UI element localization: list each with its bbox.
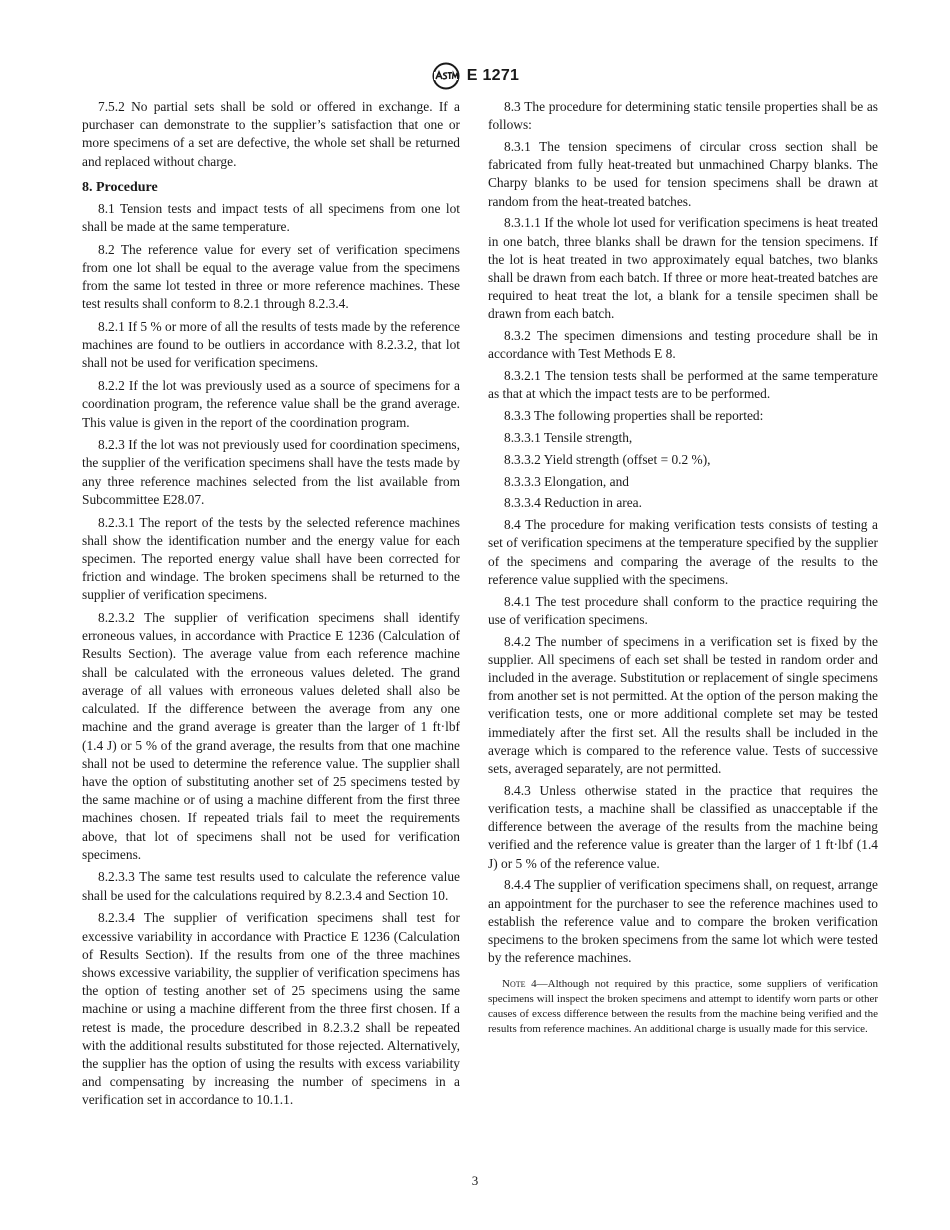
paragraph: 8.2.3.4 The supplier of verification specimens shall test for excessive variability in accordance with Practice E 1236 (Calculation of Results Section). If the results from one of the three machines shows excessive variability, the supplier of verification specimens has the option of testing another set of 25 specimens using the same machine or using a machine different from the three first chosen. If a retest is made, the procedure described in 8.2.3.2 shall be repeated with the additional results substituted for those rejected. Alternatively, the supplier has the option of using the results with excess variability and compensating by increasing the number of specimens in a verification set in accordance to 10.1.1.	[82, 910, 460, 1108]
paragraph: 8.3.2 The specimen dimensions and testing procedure shall be in accordance with Test Methods E 8.	[488, 328, 878, 362]
paragraph: 8.3.2.1 The tension tests shall be performed at the same temperature as that at which the impact tests are to be performed.	[488, 368, 878, 402]
paragraph: 8.3.3.3 Elongation, and	[504, 473, 629, 489]
paragraph: 8.2.2 If the lot was previously used as a source of specimens for a coordination program, the reference value shall be the grand average. This value is given in the report of the coordination program.	[82, 378, 460, 430]
note-text: —Although not required by this practice, some suppliers of verification specimens will inspect the broken specimens and attempt to identify worn parts or other causes of excess difference between the results from the machine being verified and the results from reference machines. An additional charge is usually made for this service.	[488, 978, 878, 1035]
paragraph: 8.4.2 The number of specimens in a verification set is fixed by the supplier. All specimens of each set shall be tested in random order and included in the average. Substitution or replacement of single specimens from another set is not permitted. At the option of the person making the verification tests, one or more additional complete set may be tested immediately after the first set. All the results shall be included in the average which is compared to the reference value. Tests of successive sets, averaged separately, are not permitted.	[488, 633, 878, 777]
paragraph: 8.2.3 If the lot was not previously used for coordination specimens, the supplier of the verification specimens shall have the tests made by any three reference machines selected from the list available from Subcommittee E28.07.	[82, 437, 460, 507]
paragraph: 8.3.1 The tension specimens of circular cross section shall be fabricated from fully heat-treated but unmachined Charpy blanks. The Charpy blanks to be used for tension specimens shall be drawn at random from the heat-treated batches.	[488, 139, 878, 209]
note-label: Note 4	[502, 978, 537, 991]
standard-designation: E 1271	[466, 67, 520, 84]
paragraph: 7.5.2 No partial sets shall be sold or offered in exchange. If a purchaser can demonstrate to the supplier’s satisfaction that one or more specimens of a set are defective, the whole set shall be returned and replaced without charge.	[82, 99, 460, 169]
note-4	[488, 977, 878, 1036]
paragraph: 8.2.3.3 The same test results used to calculate the reference value shall be used for the calculations required by 8.2.3.4 and Section 10.	[82, 869, 460, 903]
paragraph: 8.2.1 If 5 % or more of all the results of tests made by the reference machines are found to be outliers in accordance with 8.2.3.2, that lot shall not be used for verification specimens.	[82, 319, 460, 371]
astm-logo-icon	[431, 62, 461, 90]
paragraph: 8.3.1.1 If the whole lot used for verification specimens is heat treated in one batch, three blanks shall be drawn for the tension specimens. If the lot is heat treated in two approximately equal batches, two blanks shall be drawn from each batch. If three or more heat-treated batches are required to heat treat the lot, a blank for a tensile specimen shall be drawn from each batch.	[488, 215, 878, 322]
paragraph: 8.3.3.2 Yield strength (offset = 0.2 %),	[504, 451, 711, 467]
paragraph: 8.3.3.4 Reduction in area.	[504, 495, 642, 511]
paragraph: 8.2.3.2 The supplier of verification specimens shall identify erroneous values, in accordance with Practice E 1236 (Calculation of Results Section). The average value from each reference machine shall be calculated with the erroneous values deleted. The grand average of all values with erroneous values deleted shall also be calculated. If the difference between the average from any one machine and the grand average is greater than the larger of 1 ft·lbf (1.4 J) or 5 % of the grand average, the results from that one machine shall not be used to determine the reference value. The supplier shall have the option of substituting another set of 25 specimens tested by the same machine or of using a machine different from the first three machines chosen. If repeated trials fail to meet the requirements above, that lot of specimens shall not be used for verification specimens.	[82, 610, 460, 862]
paragraph: 8.2 The reference value for every set of verification specimens from one lot shall be equal to the average value from the specimens from the same lot tested in three or more reference machines. These test results shall conform to 8.2.1 through 8.2.3.4.	[82, 241, 460, 312]
right-column	[488, 98, 878, 1040]
paragraph: 8.4.1 The test procedure shall conform to the practice requiring the use of verification specimens.	[488, 593, 878, 627]
paragraph: 8.4.3 Unless otherwise stated in the practice that requires the verification tests, a machine shall be classified as unacceptable if the difference between the average of the results from the machine being verified and the reference value is greater than the larger of 1 ft·lbf (1.4 J) or 5 % of the reference value.	[488, 782, 878, 871]
paragraph: 8.3 The procedure for determining static tensile properties shall be as follows:	[488, 99, 878, 133]
left-column	[82, 98, 460, 1114]
paragraph: 8.4.4 The supplier of verification specimens shall, on request, arrange an appointment for the purchaser to see the reference machines used to establish the reference value and to compare the broken verification specimens to the broken specimens from the same lot which were tested by the reference machines.	[488, 877, 878, 966]
paragraph: 8.1 Tension tests and impact tests of all specimens from one lot shall be made at the same temperature.	[82, 200, 460, 235]
page-header	[0, 60, 950, 92]
page-number: 3	[471, 1173, 479, 1188]
paragraph: 8.3.3 The following properties shall be reported:	[504, 408, 764, 424]
paragraph: 8.4 The procedure for making verification tests consists of testing a set of verification specimens at the temperature specified by the supplier of the specimens and comparing the average of the results to the reference value supplied with the specimens.	[488, 517, 878, 587]
paragraph: 8.3.3.1 Tensile strength,	[504, 430, 633, 446]
section-heading: 8. Procedure	[82, 179, 158, 195]
paragraph: 8.2.3.1 The report of the tests by the selected reference machines shall show the identification number and the energy value for each specimen. The reported energy value shall have been corrected for friction and windage. The broken specimens shall be returned to the supplier of verification specimens.	[82, 514, 460, 603]
